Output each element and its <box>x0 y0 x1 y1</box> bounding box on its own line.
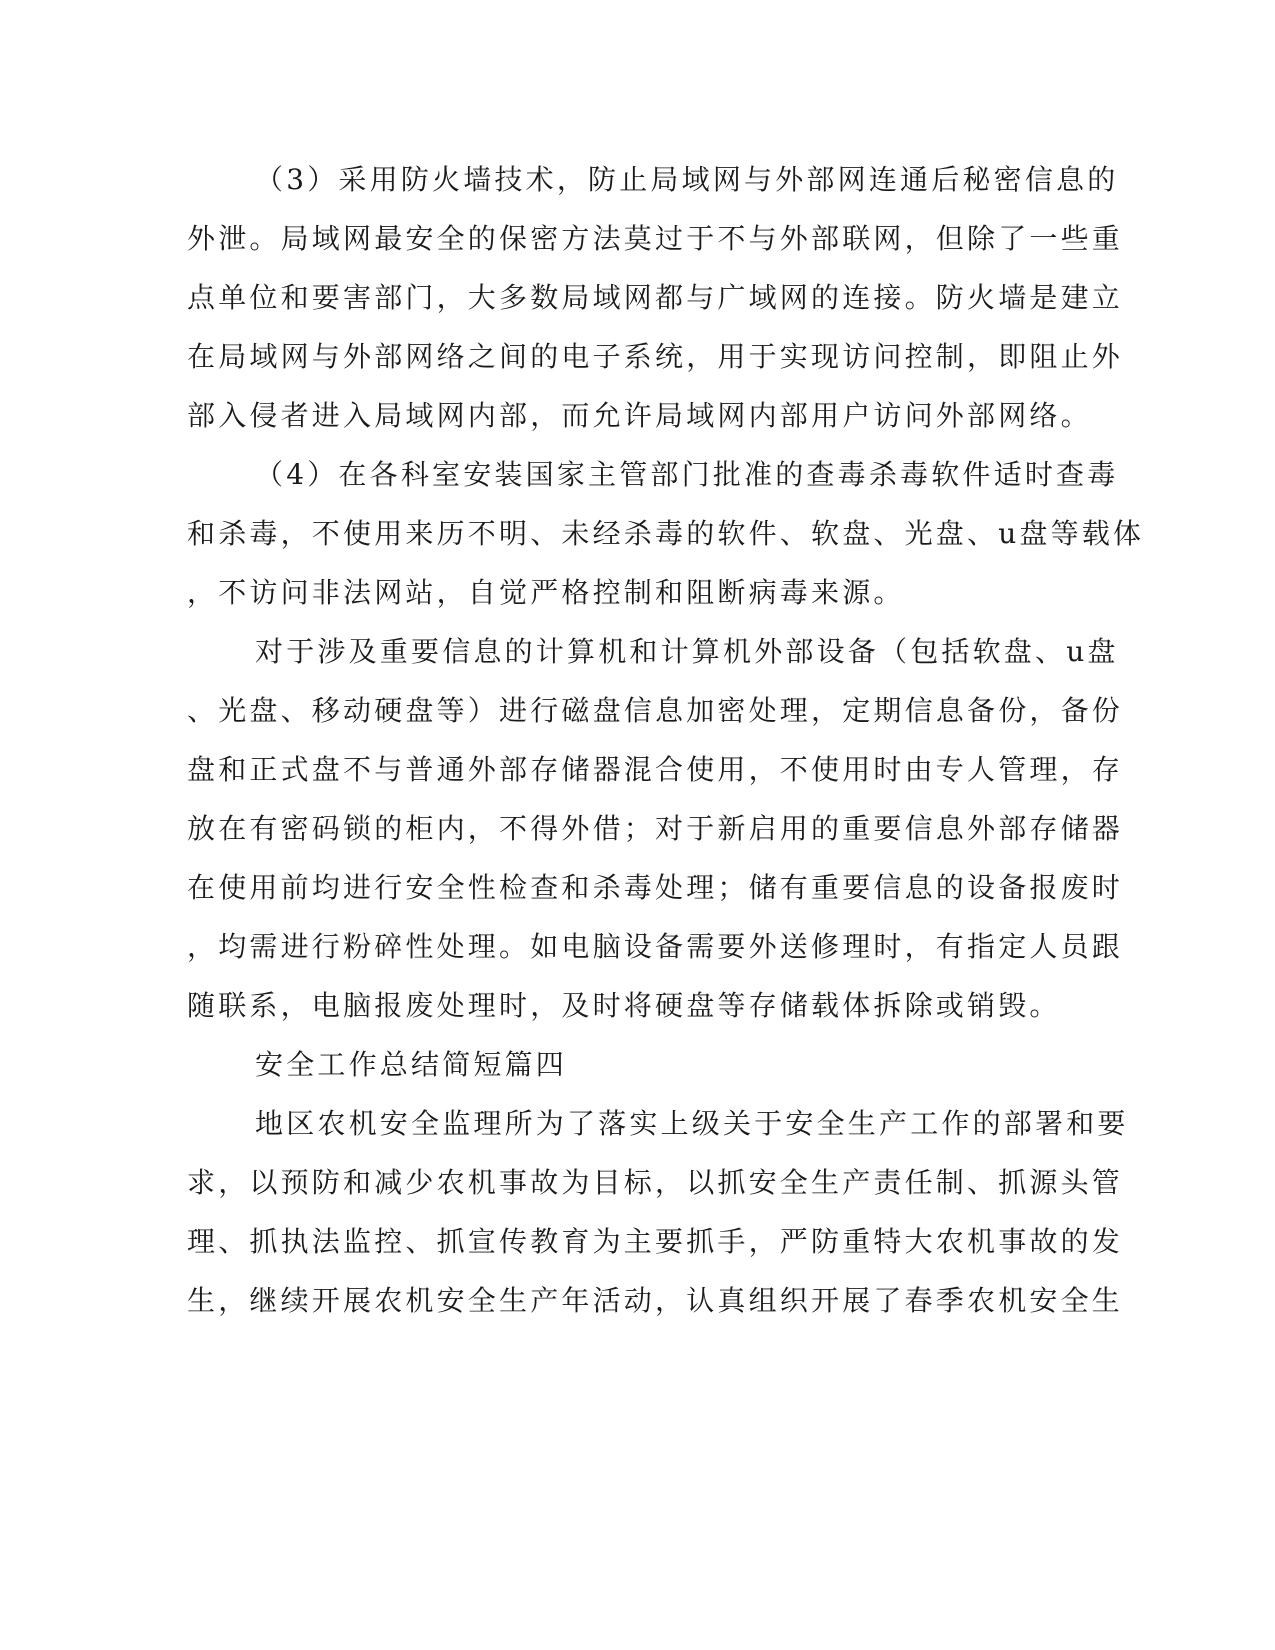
paragraph-5-line-6: ，均需进行粉碎性处理。如电脑设备需要外送修理时，有指定人员跟 <box>187 930 1124 963</box>
paragraph-5-line-4: 放在有密码锁的柜内，不得外借；对于新启用的重要信息外部存储器 <box>187 812 1124 845</box>
paragraph-5-line-7: 随联系，电脑报废处理时，及时将硬盘等存储载体拆除或销毁。 <box>187 989 1061 1022</box>
paragraph-3-line-5: 部入侵者进入局域网内部，而允许局域网内部用户访问外部网络。 <box>187 399 1092 432</box>
paragraph-5-line-2: 、光盘、移动硬盘等）进行磁盘信息加密处理，定期信息备份，备份 <box>187 694 1124 727</box>
paragraph-3-line-2: 外泄。局域网最安全的保密方法莫过于不与外部联网，但除了一些重 <box>187 222 1124 255</box>
paragraph-6-line-4: 生，继续开展农机安全生产年活动，认真组织开展了春季农机安全生 <box>187 1284 1124 1317</box>
paragraph-5-line-5: 在使用前均进行安全性检查和杀毒处理；储有重要信息的设备报废时 <box>187 871 1124 904</box>
paragraph-5-line-1: 对于涉及重要信息的计算机和计算机外部设备（包括软盘、u盘 <box>255 635 1119 668</box>
paragraph-6-line-1: 地区农机安全监理所为了落实上级关于安全生产工作的部署和要 <box>255 1107 1129 1140</box>
paragraph-3-line-1: （3）采用防火墙技术，防止局域网与外部网连通后秘密信息的 <box>255 163 1119 196</box>
paragraph-5-line-3: 盘和正式盘不与普通外部存储器混合使用，不使用时由专人管理，存 <box>187 753 1124 786</box>
section-heading: 安全工作总结简短篇四 <box>255 1048 568 1081</box>
paragraph-4-line-2: 和杀毒，不使用来历不明、未经杀毒的软件、软盘、光盘、u盘等载体 <box>187 517 1145 550</box>
paragraph-6-line-2: 求，以预防和减少农机事故为目标，以抓安全生产责任制、抓源头管 <box>187 1166 1124 1199</box>
paragraph-6-line-3: 理、抓执法监控、抓宣传教育为主要抓手，严防重特大农机事故的发 <box>187 1225 1124 1258</box>
paragraph-4-line-1: （4）在各科室安装国家主管部门批准的查毒杀毒软件适时查毒 <box>255 458 1119 491</box>
paragraph-3-line-3: 点单位和要害部门，大多数局域网都与广域网的连接。防火墙是建立 <box>187 281 1124 314</box>
paragraph-4-line-3: ，不访问非法网站，自觉严格控制和阻断病毒来源。 <box>187 576 905 609</box>
paragraph-3-line-4: 在局域网与外部网络之间的电子系统，用于实现访问控制，即阻止外 <box>187 340 1124 373</box>
